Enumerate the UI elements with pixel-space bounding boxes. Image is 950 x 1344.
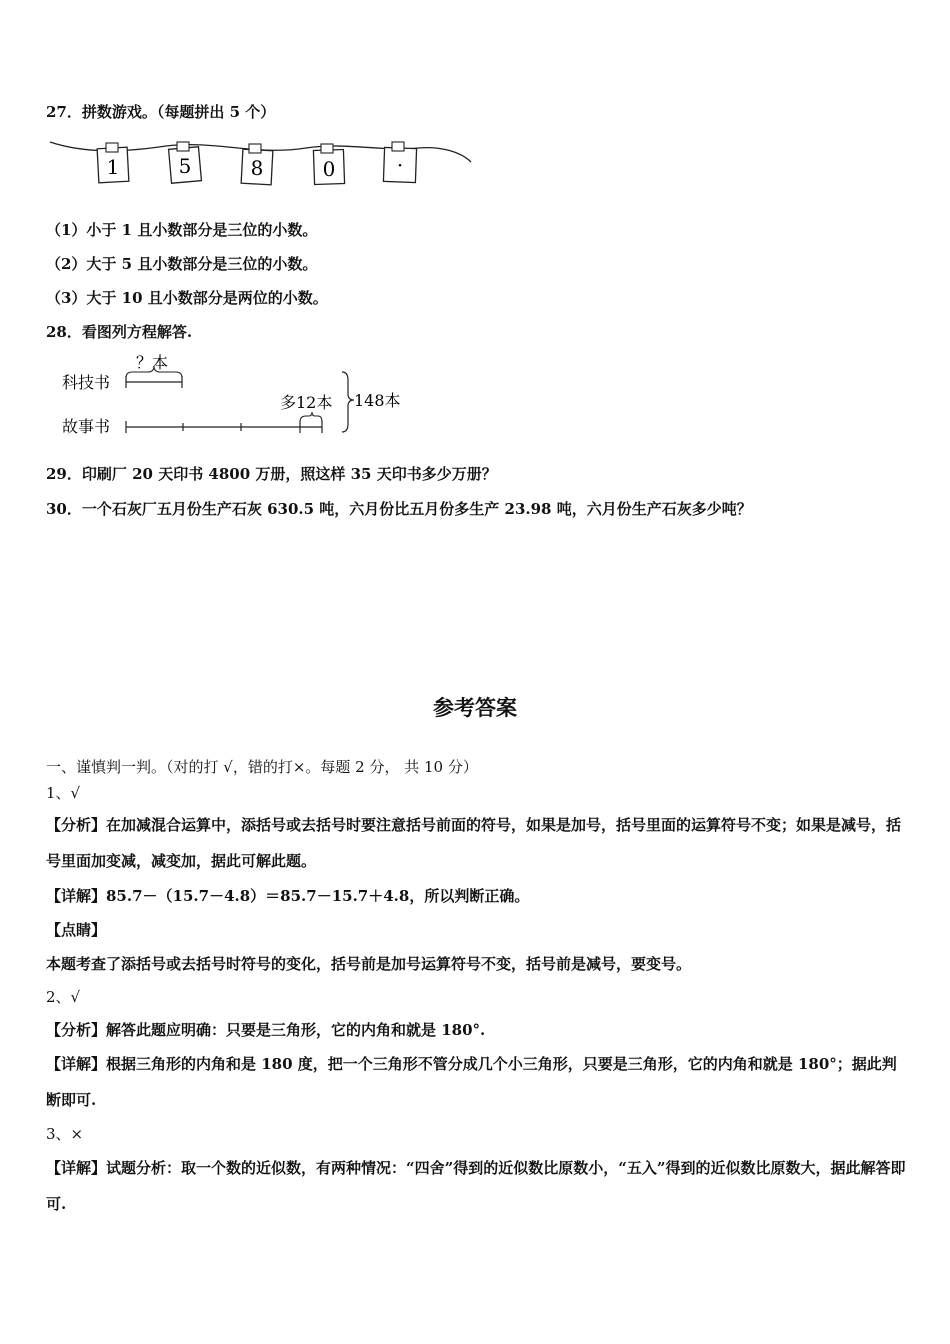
answer-1-tip: 本题考查了添括号或去括号时符号的变化，括号前是加号运算符号不变，括号前是减号，要变号。: [46, 955, 692, 973]
answer-1-tip-heading: 【点睛】: [46, 921, 107, 939]
answer-2-analysis: 【分析】解答此题应明确：只要是三角形，它的内角和就是 180°.: [46, 1021, 486, 1039]
section-heading: 一、谨慎判一判。（对的打 √，错的打×。每题 2 分， 共 10 分）: [46, 758, 478, 776]
q28-title: 28．看图列方程解答.: [46, 323, 193, 341]
q27-sub2: （2）大于 5 且小数部分是三位的小数。: [46, 255, 318, 273]
answer-2-number: 2、√: [46, 988, 81, 1006]
card-dot: [383, 142, 416, 183]
q30-text: 30．一个石灰厂五月份生产石灰 630.5 吨，六月份比五月份多生产 23.98 吨，六月份生产石灰多少吨？: [46, 500, 752, 518]
total-label: 148本: [354, 391, 401, 410]
more-brace: [300, 412, 322, 422]
unknown-label: ？本: [136, 353, 169, 372]
total-brace: [342, 372, 354, 432]
card-0-digit: 0: [322, 157, 336, 181]
answer-1-detail: 【详解】85.7－（15.7－4.8）＝85.7－15.7＋4.8，所以判断正确。: [46, 887, 530, 905]
answer-3-detail: 【详解】试题分析：取一个数的近似数，有两种情况：“四舍”得到的近似数比原数小，“五入”得到的近似数比原数大，据此解答即可.: [46, 1159, 906, 1213]
q27-sub1: （1）小于 1 且小数部分是三位的小数。: [46, 221, 318, 239]
segment-diagram: [56, 348, 436, 440]
more-label: 多12本: [280, 393, 333, 412]
card-1: [97, 143, 129, 183]
card-8-digit: 8: [250, 156, 264, 180]
science-label: 科技书: [62, 373, 111, 392]
answer-1-number: 1、√: [46, 784, 81, 802]
answers-title: 参考答案: [433, 696, 517, 720]
answer-3-number: 3、×: [46, 1125, 84, 1143]
card-1-digit: 1: [106, 155, 120, 179]
q29-text: 29．印刷厂 20 天印书 4800 万册，照这样 35 天印书多少万册？: [46, 465, 497, 483]
card-5-digit: 5: [178, 154, 192, 178]
unknown-brace: [126, 366, 182, 378]
number-cards-illustration: [46, 132, 476, 198]
answer-1-analysis: 【分析】在加减混合运算中，添括号或去括号时要注意括号前面的符号，如果是加号，括号里面的运算符号不变；如果是减号，括号里面加变减，减变加，据此可解此题。: [46, 816, 902, 870]
card-dot-symbol: ·: [396, 153, 404, 177]
answer-2-detail: 【详解】根据三角形的内角和是 180 度，把一个三角形不管分成几个小三角形，只要是三角形，它的内角和就是 180°；据此判断即可.: [46, 1055, 897, 1109]
q27-sub3: （3）大于 10 且小数部分是两位的小数。: [46, 289, 328, 307]
card-5: [169, 142, 202, 183]
card-8: [241, 144, 273, 185]
q27-title: 27．拼数游戏。（每题拼出 5 个）: [46, 103, 276, 121]
story-label: 故事书: [62, 417, 111, 436]
card-0: [313, 144, 344, 185]
